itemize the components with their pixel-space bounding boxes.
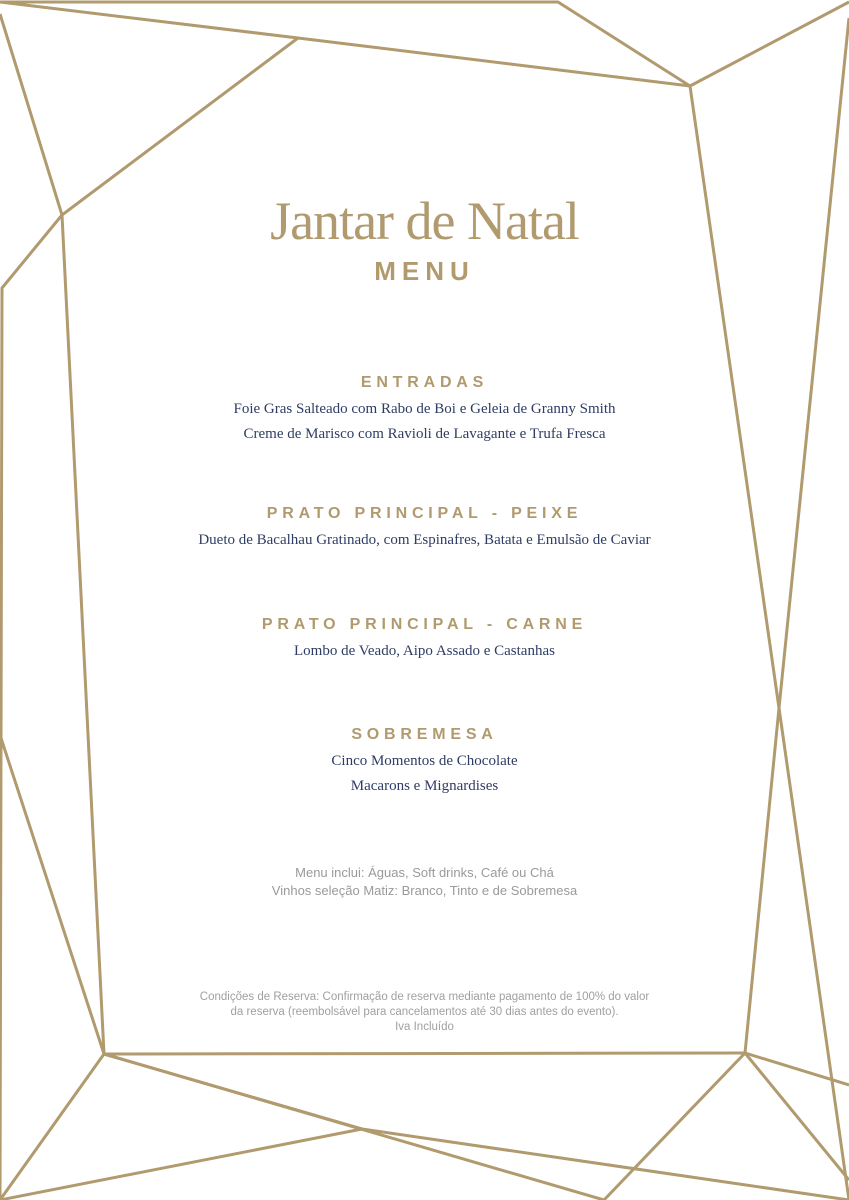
frame-line-bottom-diag: [104, 1054, 604, 1200]
conditions-line: Iva Incluído: [395, 1021, 454, 1033]
menu-item: Cinco Momentos de Chocolate: [331, 753, 518, 769]
frame-line-bottom: [104, 1053, 745, 1054]
conditions-line: Condições de Reserva: Confirmação de reserva mediante pagamento de 100% do valor: [199, 991, 650, 1003]
frame-line-bottom-corner: [745, 1053, 849, 1085]
section-entradas: [0, 374, 849, 447]
menu-item: Lombo de Veado, Aipo Assado e Castanhas: [294, 643, 555, 659]
page-title: Jantar de Natal: [270, 191, 579, 251]
section-heading: PRATO PRINCIPAL - PEIXE: [266, 505, 583, 522]
menu-item: Macarons e Mignardises: [350, 778, 499, 794]
frame-line-top: [0, 2, 849, 86]
frame-line-left: [0, 215, 62, 1200]
frame-line-top-left: [0, 14, 298, 215]
menu-item: Creme de Marisco com Ravioli de Lavagante e Trufa Fresca: [243, 426, 606, 442]
frame-line-bottom-right: [0, 1129, 362, 1200]
frame-line-bottom-right-3: [604, 1053, 745, 1200]
menu-includes-note: [0, 864, 849, 900]
section-heading: ENTRADAS: [360, 374, 489, 391]
page-subtitle: MENU: [374, 256, 475, 286]
menu-item: Foie Gras Salteado com Rabo de Boi e Geleia de Granny Smith: [233, 401, 616, 417]
reservation-conditions: [0, 990, 849, 1035]
section-prato-peixe: [0, 505, 849, 553]
conditions-line: da reserva (reembolsável para cancelamentos até 30 dias antes do evento).: [230, 1006, 619, 1018]
section-heading: SOBREMESA: [351, 726, 498, 743]
section-prato-carne: [0, 616, 849, 664]
menu-item: Dueto de Bacalhau Gratinado, com Espinafres, Batata e Emulsão de Caviar: [198, 532, 651, 548]
frame-line-bottom-right-2: [745, 1053, 849, 1180]
section-heading: PRATO PRINCIPAL - CARNE: [261, 616, 588, 633]
includes-line: Menu inclui: Águas, Soft drinks, Café ou Chá: [295, 865, 554, 880]
includes-line: Vinhos seleção Matiz: Branco, Tinto e de Sobremesa: [271, 883, 578, 898]
section-sobremesa: [0, 726, 849, 799]
